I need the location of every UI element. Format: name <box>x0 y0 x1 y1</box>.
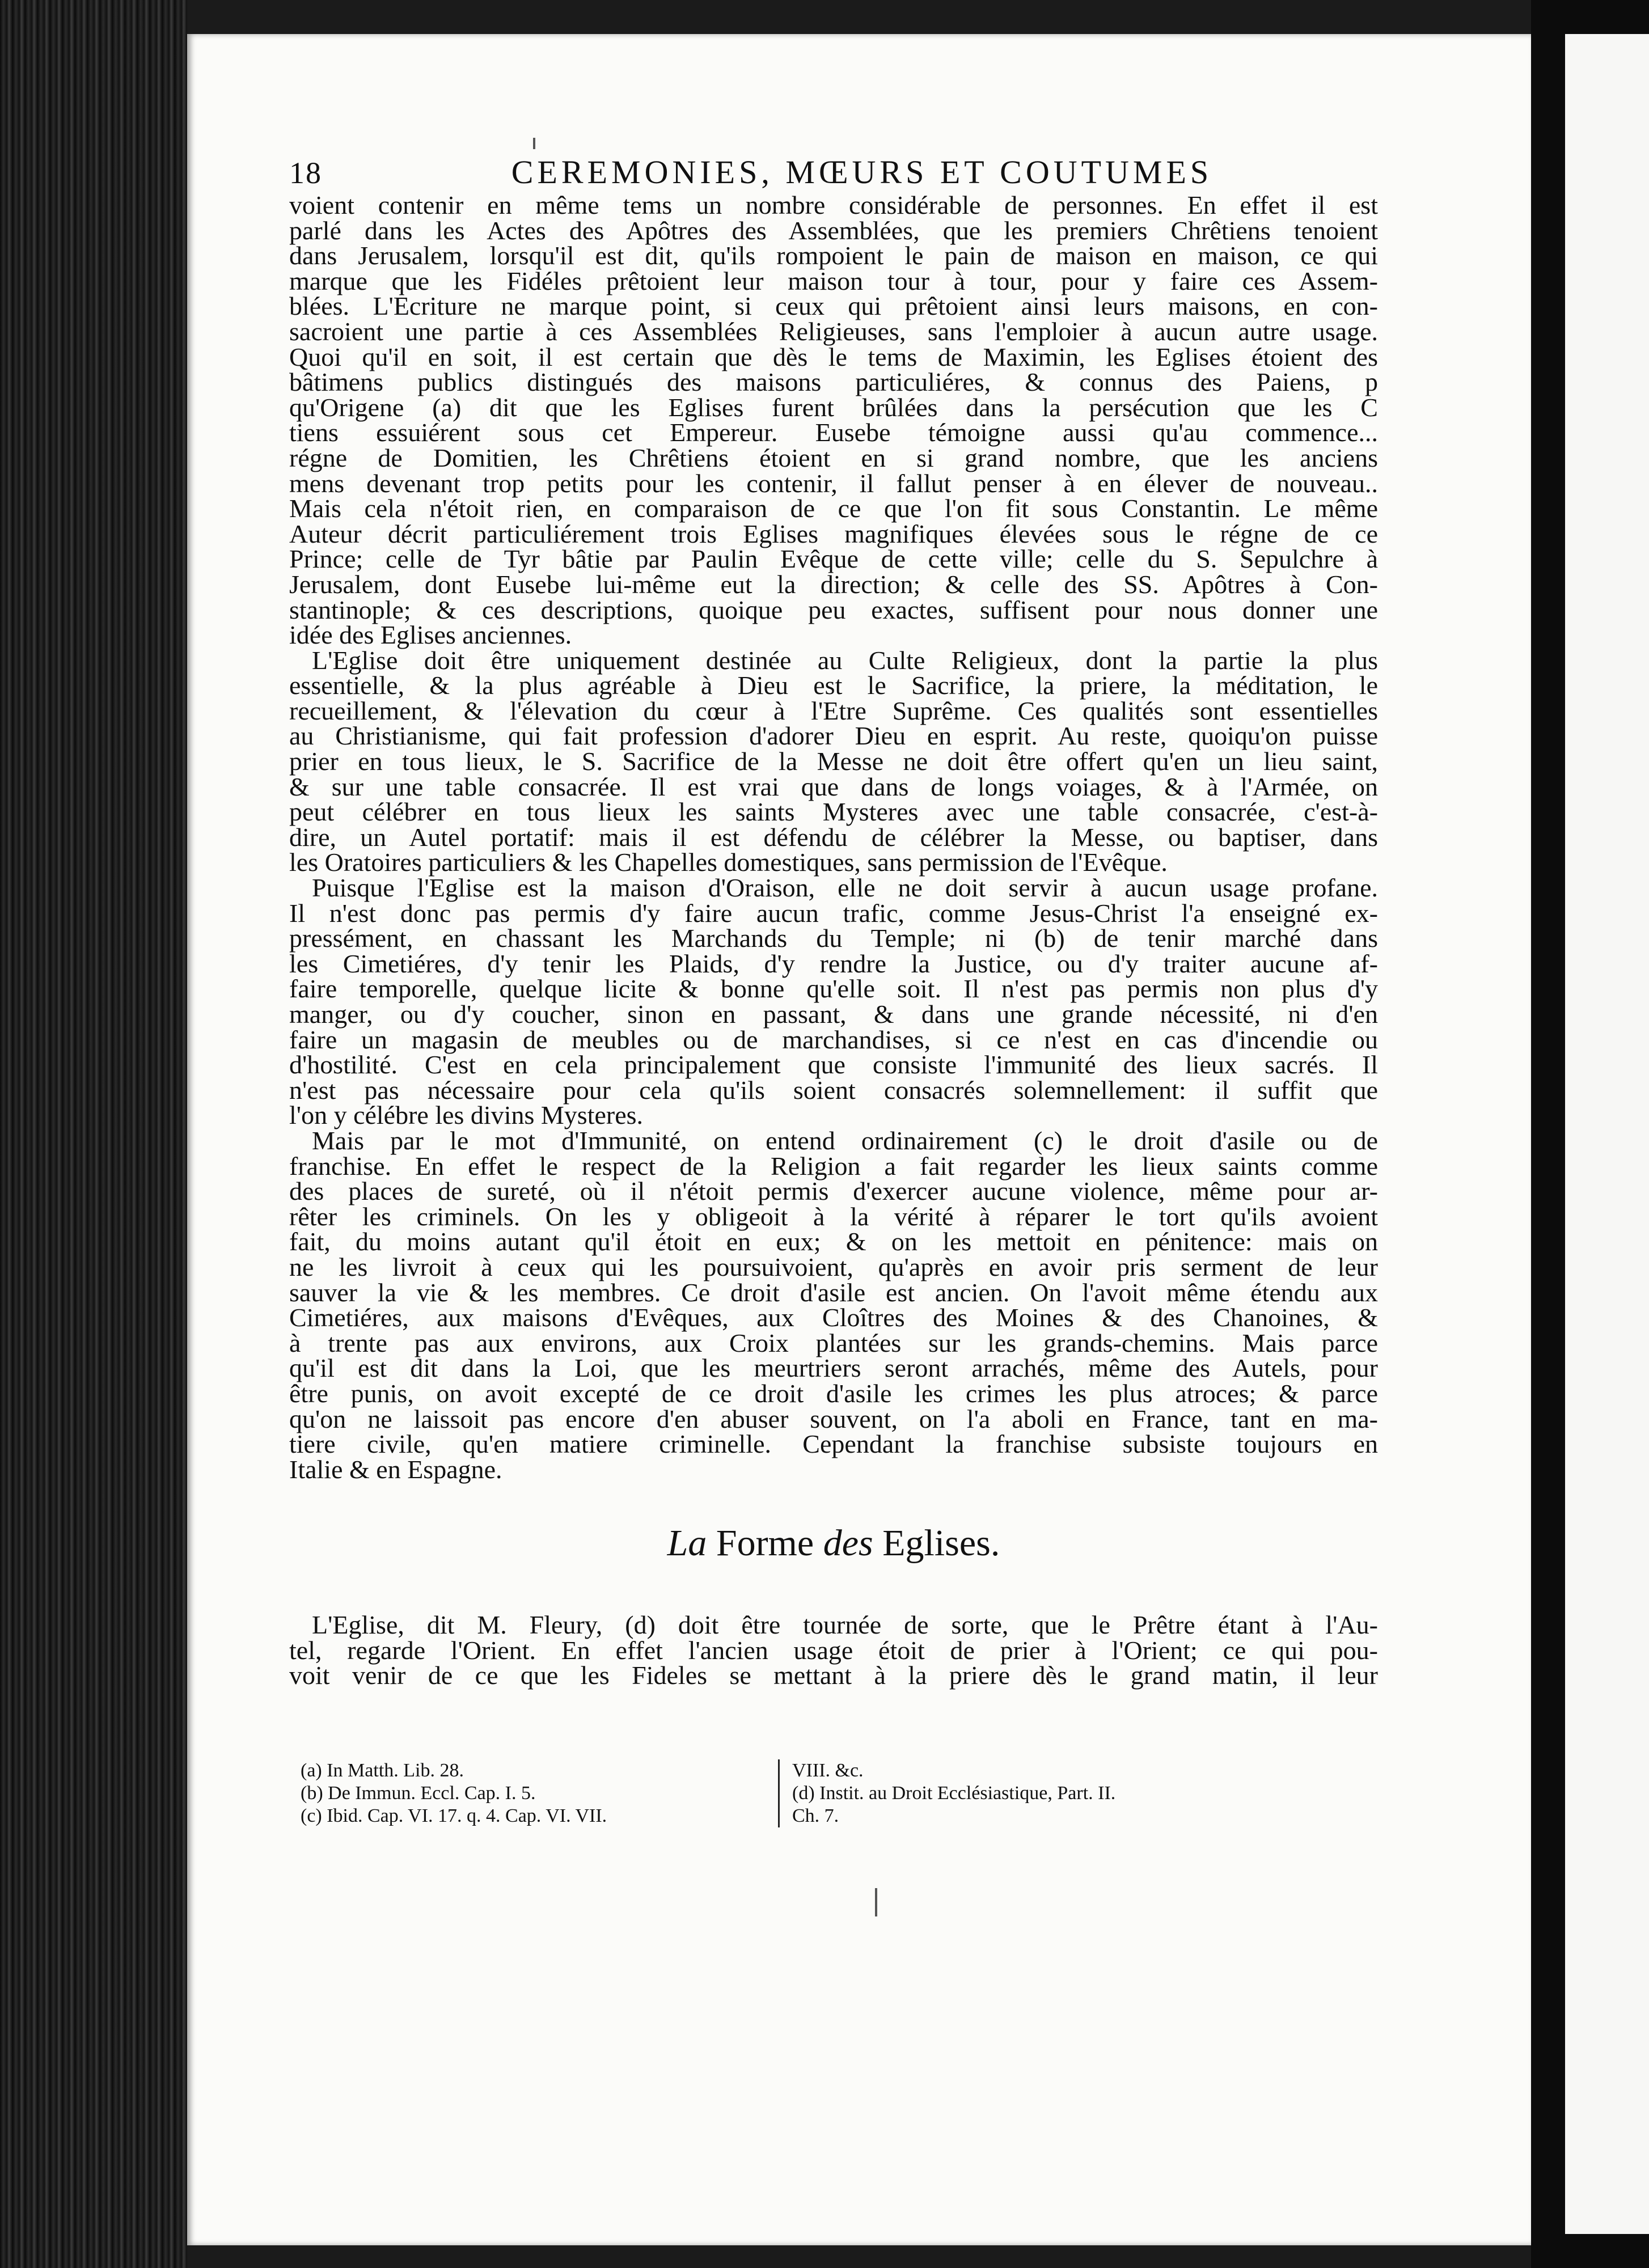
text-line: faire un magasin de meubles ou de marchandises, si ce n'est en cas d'incendie ou <box>289 1025 1378 1054</box>
text-line: dans Jerusalem, lorsqu'il est dit, qu'ils rompoient le pain de maison en maison, ce qui <box>289 241 1378 270</box>
text-line: les Oratoires particuliers & les Chapelles domestiques, sans permission de l'Evêque. <box>289 848 1168 877</box>
text-line: d'hostilité. C'est en cela principalement que consiste l'immunité des lieux sacrés. Il <box>289 1050 1378 1080</box>
text-line: idée des Eglises anciennes. <box>289 620 572 650</box>
text-line: mens devenant trop petits pour les contenir, il fallut penser à en élever de nouveau.. <box>289 468 1378 498</box>
text-line: Italie & en Espagne. <box>289 1454 502 1484</box>
text-line: qu'on ne laissoit pas encore d'en abuser souvent, on l'a aboli en France, tant en ma- <box>289 1404 1378 1433</box>
paragraph-4 <box>289 1125 1378 1484</box>
footnote-d-continued: Ch. 7. <box>792 1805 839 1826</box>
text-line: Il n'est donc pas permis d'y faire aucun trafic, comme Jesus-Christ l'a enseigné ex- <box>289 898 1378 928</box>
text-line: manger, ou d'y coucher, sinon en passant, & dans une grande nécessité, ni d'en <box>289 1000 1378 1029</box>
text-block <box>289 153 1378 1689</box>
footnotes <box>289 1759 1378 1827</box>
book-binding-edge <box>0 0 187 2268</box>
text-line: rêter les criminels. On les y obligeoit à la vérité à réparer le tort qu'ils avoient <box>289 1201 1378 1231</box>
text-line: tiens essuiérent sous cet Empereur. Eusebe témoigne aussi qu'au commence... <box>289 418 1378 447</box>
text-line: tel, regarde l'Orient. En effet l'ancien usage étoit de prier à l'Orient; ce qui pou- <box>289 1635 1378 1665</box>
footnote-divider <box>778 1759 780 1827</box>
text-line: voient contenir en même tems un nombre considérable de personnes. En effet il est <box>289 191 1378 219</box>
text-line: des places de sureté, où il n'étoit permis d'exercer aucune violence, même pour ar- <box>289 1177 1378 1206</box>
text-line: dire, un Autel portatif: mais il est défendu de célébrer la Messe, ou baptiser, dans <box>289 822 1378 852</box>
paragraph-3 <box>289 875 1378 1128</box>
text-line: & sur une table consacrée. Il est vrai que dans de longs voiages, & à l'Armée, on <box>289 772 1378 801</box>
section-title-article: La <box>667 1522 707 1564</box>
footnotes-left-column <box>289 1759 766 1827</box>
text-line: tiere civile, qu'en matiere criminelle. Cependant la franchise subsiste toujours en <box>289 1429 1378 1459</box>
paragraph-1 <box>289 193 1378 648</box>
text-line: qu'il est dit dans la Loi, que les meurtriers seront arrachés, même des Autels, pour <box>289 1353 1378 1383</box>
section-title-word-forme: Forme <box>707 1522 823 1564</box>
text-line: ne les livroit à ceux qui les poursuivoient, qu'après en avoir pris serment de leur <box>289 1252 1378 1281</box>
footnote-c-continued: VIII. &c. <box>792 1760 864 1781</box>
running-head: CEREMONIES, MŒURS ET COUTUMES <box>511 154 1213 191</box>
text-line: sauver la vie & les membres. Ce droit d'asile est ancien. On l'avoit même étendu aux <box>289 1277 1378 1307</box>
text-line: recueillement, & l'élevation du cœur à l'Etre Suprême. Ces qualités sont essentielles <box>289 696 1378 725</box>
text-line: Mais par le mot d'Immunité, on entend ordinairement (c) le droit d'asile ou de <box>312 1125 1378 1155</box>
paragraph-2 <box>289 645 1378 877</box>
text-line: Jerusalem, dont Eusebe lui-même eut la direction; & celle des SS. Apôtres à Con- <box>289 569 1378 599</box>
text-line: blées. L'Ecriture ne marque point, si ceux qui prêtoient ainsi leurs maisons, en con- <box>289 291 1378 321</box>
text-line: Quoi qu'il en soit, il est certain que dès le tems de Maximin, les Eglises étoient des <box>289 342 1378 371</box>
footnote-c: (c) Ibid. Cap. VI. 17. q. 4. Cap. VI. VII. <box>301 1805 607 1826</box>
text-line: l'on y célébre les divins Mysteres. <box>289 1101 644 1130</box>
footnote-d: (d) Instit. au Droit Ecclésiastique, Part. II. <box>792 1783 1116 1804</box>
page-number: 18 <box>289 156 322 190</box>
print-mark <box>533 138 535 149</box>
text-line: au Christianisme, qui fait profession d'adorer Dieu en esprit. Au reste, quoiqu'on puisse <box>289 721 1378 751</box>
text-line: à trente pas aux environs, aux Croix plantées sur les grands-chemins. Mais parce <box>289 1328 1378 1357</box>
text-line: faire temporelle, quelque licite & bonne qu'elle soit. Il n'est pas permis non plus d'y <box>289 974 1378 1004</box>
text-line: Prince; celle de Tyr bâtie par Paulin Evêque de cette ville; celle du S. Sepulchre à <box>289 544 1378 574</box>
footnote-b: (b) De Immun. Eccl. Cap. I. 5. <box>301 1783 536 1804</box>
paragraph-5 <box>289 1610 1378 1690</box>
text-line: voit venir de ce que les Fideles se mettant à la priere dès le grand matin, il leur <box>289 1661 1378 1690</box>
text-line: qu'Origene (a) dit que les Eglises furent brûlées dans la persécution que les C <box>289 392 1378 422</box>
text-line: stantinople; & ces descriptions, quoique peu exactes, suffisent pour nous donner une <box>289 595 1378 624</box>
text-line: L'Eglise, dit M. Fleury, (d) doit être tournée de sorte, que le Prêtre étant à l'Au- <box>312 1610 1378 1640</box>
text-line: pressément, en chassant les Marchands du Temple; ni (b) de tenir marché dans <box>289 924 1378 953</box>
page-header <box>289 153 1378 193</box>
facing-page-edge <box>1565 34 1649 2234</box>
section-title-preposition: des <box>823 1522 873 1564</box>
text-line: Cimetiéres, aux maisons d'Evêques, aux Cloîtres des Moines & des Chanoines, & <box>289 1303 1378 1332</box>
text-line: marque que les Fidéles prêtoient leur maison tour à tour, pour y faire ces Assem- <box>289 266 1378 295</box>
text-line: L'Eglise doit être uniquement destinée au Culte Religieux, dont la partie la plus <box>312 645 1378 675</box>
text-line: régne de Domitien, les Chrêtiens étoient en si grand nombre, que les anciens <box>289 443 1378 472</box>
text-line: parlé dans les Actes des Apôtres des Assemblées, que les premiers Chrêtiens tenoient <box>289 215 1378 245</box>
footnotes-right-column <box>792 1759 1378 1827</box>
text-line: Auteur décrit particuliérement trois Eglises magnifiques élevées sous le régne de ce <box>289 519 1378 548</box>
text-line: sacroient une partie à ces Assemblées Religieuses, sans l'emploier à aucun autre usage. <box>289 316 1378 346</box>
text-line: fait, du moins autant qu'il étoit en eux; & on les mettoit en pénitence: mais on <box>289 1227 1378 1256</box>
text-line: Mais cela n'étoit rien, en comparaison de ce que l'on fit sous Constantin. Le même <box>289 494 1378 523</box>
text-line: Puisque l'Eglise est la maison d'Oraison, elle ne doit servir à aucun usage profane. <box>312 873 1378 903</box>
section-title <box>289 1522 1378 1573</box>
footnote-a: (a) In Matth. Lib. 28. <box>301 1760 464 1781</box>
print-mark <box>875 1888 877 1916</box>
text-line: bâtimens publics distingués des maisons particuliéres, & connus des Paiens, p <box>289 367 1378 397</box>
text-line: n'est pas nécessaire pour cela qu'ils soient consacrés solemnellement: il suffit que <box>289 1075 1378 1105</box>
text-line: être punis, on avoit excepté de ce droit d'asile les crimes les plus atroces; & parce <box>289 1378 1378 1408</box>
text-line: franchise. En effet le respect de la Religion a fait regarder les lieux saints comme <box>289 1151 1378 1180</box>
text-line: essentielle, & la plus agréable à Dieu est le Sacrifice, la priere, la méditation, le <box>289 671 1378 700</box>
text-line: les Cimetiéres, d'y tenir les Plaids, d'y rendre la Justice, ou d'y traiter aucune af- <box>289 949 1378 978</box>
text-line: prier en tous lieux, le S. Sacrifice de la Messe ne doit être offert qu'en un lieu saint, <box>289 747 1378 776</box>
section-title-word-eglises: Eglises. <box>873 1522 1000 1564</box>
text-line: peut célébrer en tous lieux les saints Mysteres avec une table consacrée, c'est-à- <box>289 797 1378 827</box>
